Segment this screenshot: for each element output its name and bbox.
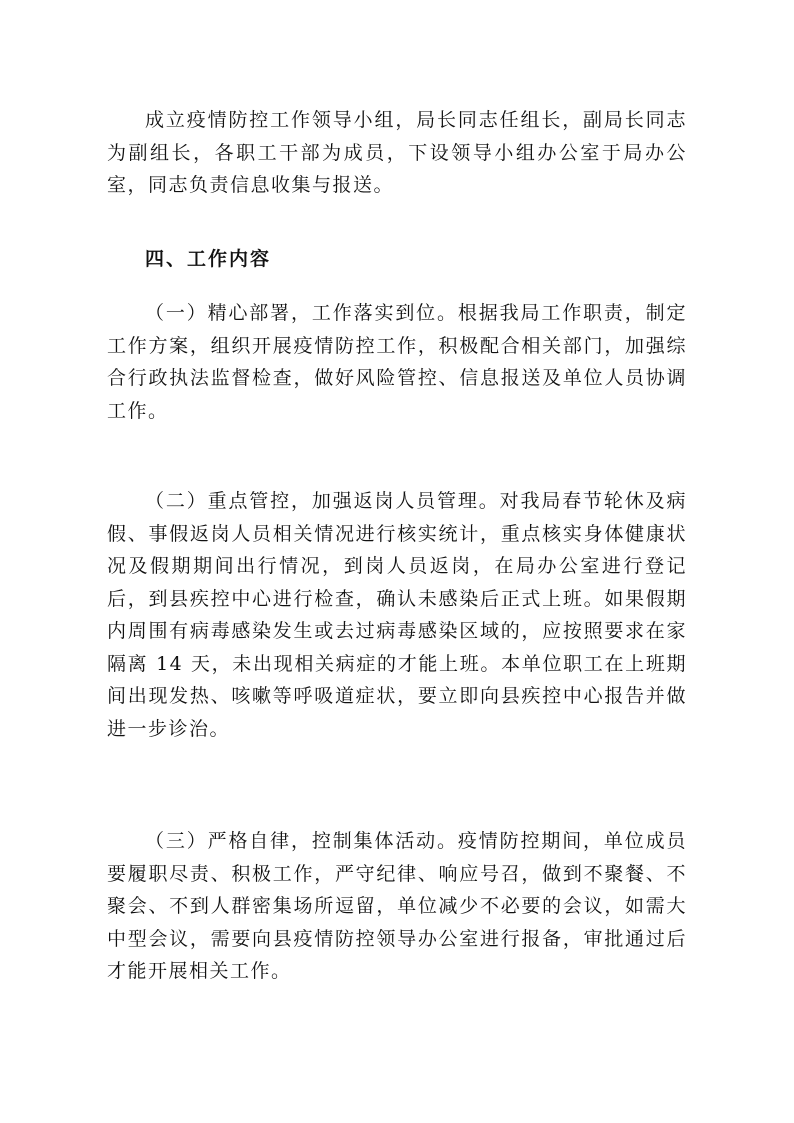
paragraph-deployment: （一）精心部署，工作落实到位。根据我局工作职责，制定工作方案，组织开展疫情防控工作，积极配合相关部门，加强综合行政执法监督检查，做好风险管控、信息报送及单位人员协调工作。	[107, 302, 687, 422]
paragraph-collective-activities: （三）严格自律，控制集体活动。疫情防控期间，单位成员要履职尽责、积极工作，严守纪律、响应号召，做到不聚餐、不聚会、不到人群密集场所逗留，单位减少不必要的会议，如需大中型会议，需要向县疫情防控领导办公室进行报备，审批通过后才能开展相关工作。	[107, 830, 687, 982]
paragraph-returning-staff: （二）重点管控，加强返岗人员管理。对我局春节轮休及病假、事假返岗人员相关情况进行核实统计，重点核实身体健康状况及假期期间出行情况，到岗人员返岗，在局办公室进行登记后，到县疾控中心进行检查，确认未感染后正式上班。如果假期内周围有病毒感染发生或去过病毒感染区域的，应按照要求在家隔离 14 天，未出现相关病症的才能上班。本单位职工在上班期间出现发热、咳嗽等呼吸道症状，要立即向县疾控中心报告并做进一步诊治。	[107, 490, 687, 740]
section-heading-work-content: 四、工作内容	[145, 248, 272, 270]
paragraph-leadership-group: 成立疫情防控工作领导小组，局长同志任组长，副局长同志为副组长，各职工干部为成员，下设领导小组办公室于局办公室，同志负责信息收集与报送。	[107, 109, 687, 196]
